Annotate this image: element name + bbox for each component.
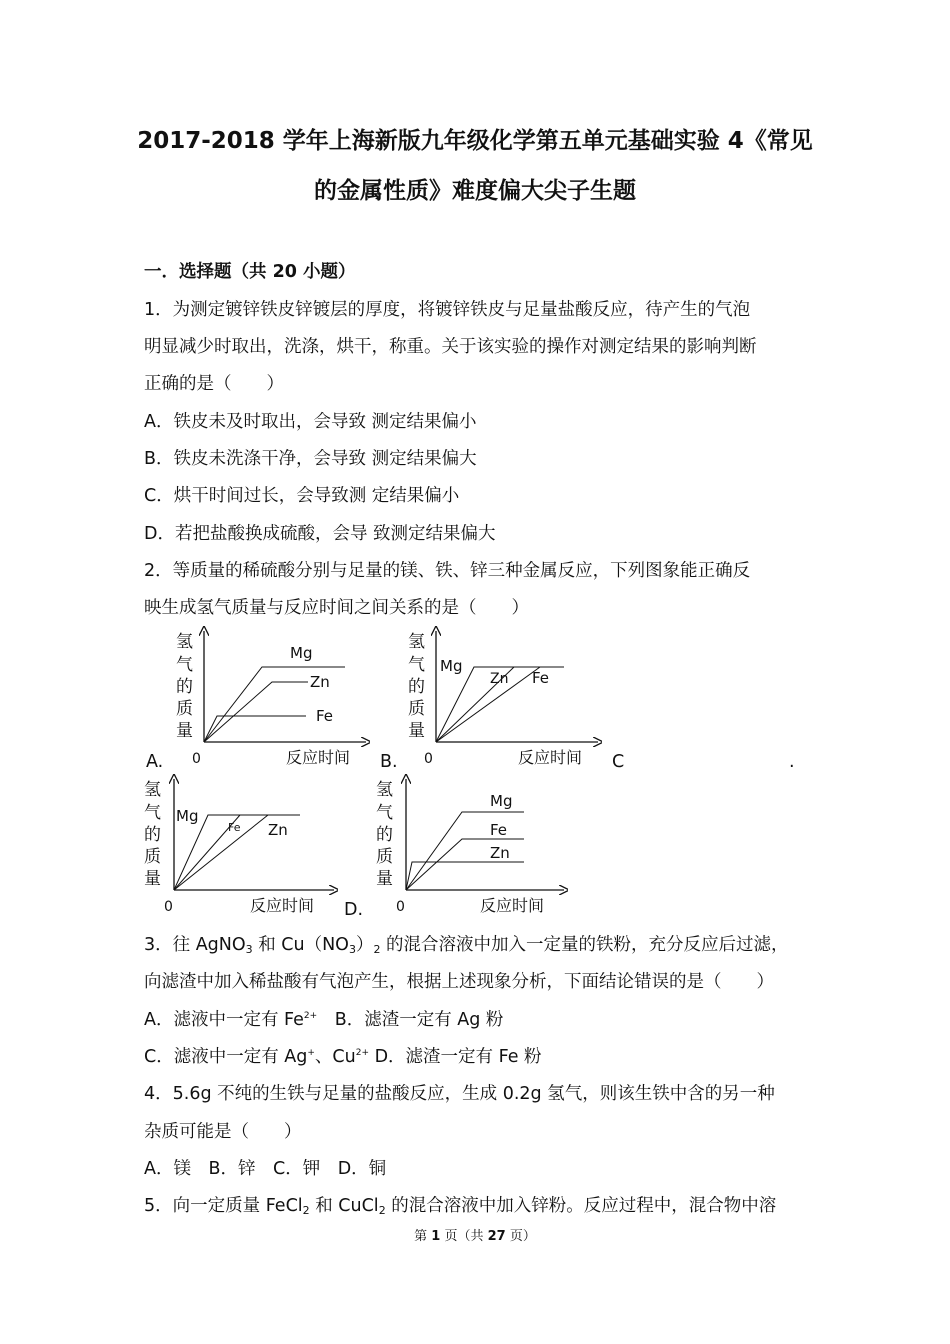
x-axis-label: 反应时间 [286, 748, 351, 767]
q1-option-a: A．铁皮未及时取出，会导致 测定结果偏小 [144, 412, 477, 432]
q1-stem-line-3: 正确的是（ ） [144, 374, 284, 394]
q2-label-c-dot: . [789, 752, 795, 772]
y-axis-label: 质 [176, 699, 193, 719]
zn-curve [174, 815, 268, 890]
x-axis-label: 反应时间 [250, 896, 315, 915]
q1-option-d: D．若把盐酸换成硫酸，会导 致测定结果偏大 [144, 524, 496, 544]
origin-label: 0 [164, 899, 173, 915]
q2-label-d: D. [344, 900, 364, 920]
origin-label: 0 [192, 751, 201, 767]
zn-label: Zn [490, 844, 510, 862]
y-axis-label: 量 [176, 721, 193, 741]
fe-label: Fe [490, 821, 508, 839]
fe-label: Fe [228, 821, 241, 834]
origin-label: 0 [424, 751, 433, 767]
y-axis-label: 量 [376, 869, 393, 889]
page-title-line-1: 2017-2018 学年上海新版九年级化学第五单元基础实验 4《常见 [137, 128, 813, 154]
graph-a [170, 625, 370, 775]
y-axis-label: 氢 [176, 632, 193, 652]
zn-label: Zn [268, 821, 288, 839]
y-axis-label: 气 [176, 655, 193, 675]
q1-option-b: B．铁皮未洗涤干净，会导致 测定结果偏大 [144, 449, 477, 469]
graph-b [402, 625, 602, 775]
y-axis-label: 质 [408, 699, 425, 719]
y-axis-label: 质 [376, 847, 393, 867]
y-axis-label: 量 [144, 869, 161, 889]
mg-label: Mg [176, 807, 199, 825]
zn-label: Zn [490, 671, 509, 687]
q3-options-ab: A．滤液中一定有 $Fe^{2+}$ B．滤渣一定有 Ag 粉 [144, 1010, 504, 1030]
q2-label-b: B. [380, 752, 398, 772]
mg-label: Mg [490, 792, 513, 810]
section-heading: 一．选择题（共 20 小题） [144, 262, 356, 282]
y-axis-label: 的 [376, 825, 393, 845]
fe-curve [436, 667, 540, 742]
page-number: 1 [431, 1229, 441, 1244]
q2-stem-line-1: 2．等质量的稀硫酸分别与足量的镁、铁、锌三种金属反应，下列图象能正确反 [144, 561, 751, 581]
y-axis-label: 气 [144, 803, 161, 823]
q2-stem-line-2: 映生成氢气质量与反应时间之间关系的是（ ） [144, 598, 529, 618]
y-axis-label: 气 [408, 655, 425, 675]
y-axis-label: 氢 [376, 780, 393, 800]
q3-stem-line-1: 3．往 AgNO$_3$ 和 $Cu(NO_3)_2$ 的混合溶液中加入一定量的铁粉，充分反应后过滤， [144, 935, 789, 956]
page-footer: 第 1 页（共 27 页） [414, 1229, 536, 1244]
q3-stem-line-2: 向滤渣中加入稀盐酸有气泡产生，根据上述现象分析，下面结论错误的是（ ） [144, 972, 774, 992]
page-title-line-2: 的金属性质》难度偏大尖子生题 [314, 178, 636, 204]
q1-stem-line-2: 明显减少时取出，洗涤，烘干，称重。关于该实验的操作对测定结果的影响判断 [144, 337, 757, 357]
q2-label-a: A. [146, 752, 164, 772]
mg-label: Mg [440, 657, 463, 675]
y-axis-label: 氢 [144, 780, 161, 800]
q1-stem-line-1: 1．为测定镀锌铁皮锌镀层的厚度，将镀锌铁皮与足量盐酸反应，待产生的气泡 [144, 300, 751, 320]
fe-label: Fe [532, 669, 550, 687]
q4-stem-line-1: 4．5.6g 不纯的生铁与足量的盐酸反应，生成 0.2g 氢气，则该生铁中含的另一种 [144, 1084, 775, 1104]
graph-c [138, 773, 338, 923]
y-axis-label: 质 [144, 847, 161, 867]
q2-label-c: C [612, 752, 625, 772]
y-axis-label: 气 [376, 803, 393, 823]
y-axis-label: 的 [408, 677, 425, 697]
y-axis-label: 量 [408, 721, 425, 741]
y-axis-label: 的 [144, 825, 161, 845]
x-axis-label: 反应时间 [480, 896, 545, 915]
q4-stem-line-2: 杂质可能是（ ） [144, 1122, 302, 1142]
x-axis-label: 反应时间 [518, 748, 583, 767]
y-axis-label: 的 [176, 677, 193, 697]
origin-label: 0 [396, 899, 405, 915]
q4-options: A．镁 B．锌 C．钾 D．铜 [144, 1159, 387, 1179]
zn-label: Zn [310, 673, 330, 691]
page-total: 27 [487, 1229, 506, 1244]
y-axis-label: 氢 [408, 632, 425, 652]
fe-label: Fe [316, 707, 334, 725]
q5-stem-line-1: 5．向一定质量 FeCl$_2$ 和 CuCl$_2$ 的混合溶液中加入锌粉。反应过程中，混合物中溶 [144, 1196, 777, 1217]
graph-d [368, 773, 568, 923]
mg-label: Mg [290, 644, 313, 662]
q1-option-c: C．烘干时间过长，会导致测 定结果偏小 [144, 486, 460, 506]
zn-curve [204, 682, 308, 742]
q3-options-cd: C．滤液中一定有 Ag+、$Cu^{2+}$ D．滤渣一定有 Fe 粉 [144, 1047, 542, 1067]
